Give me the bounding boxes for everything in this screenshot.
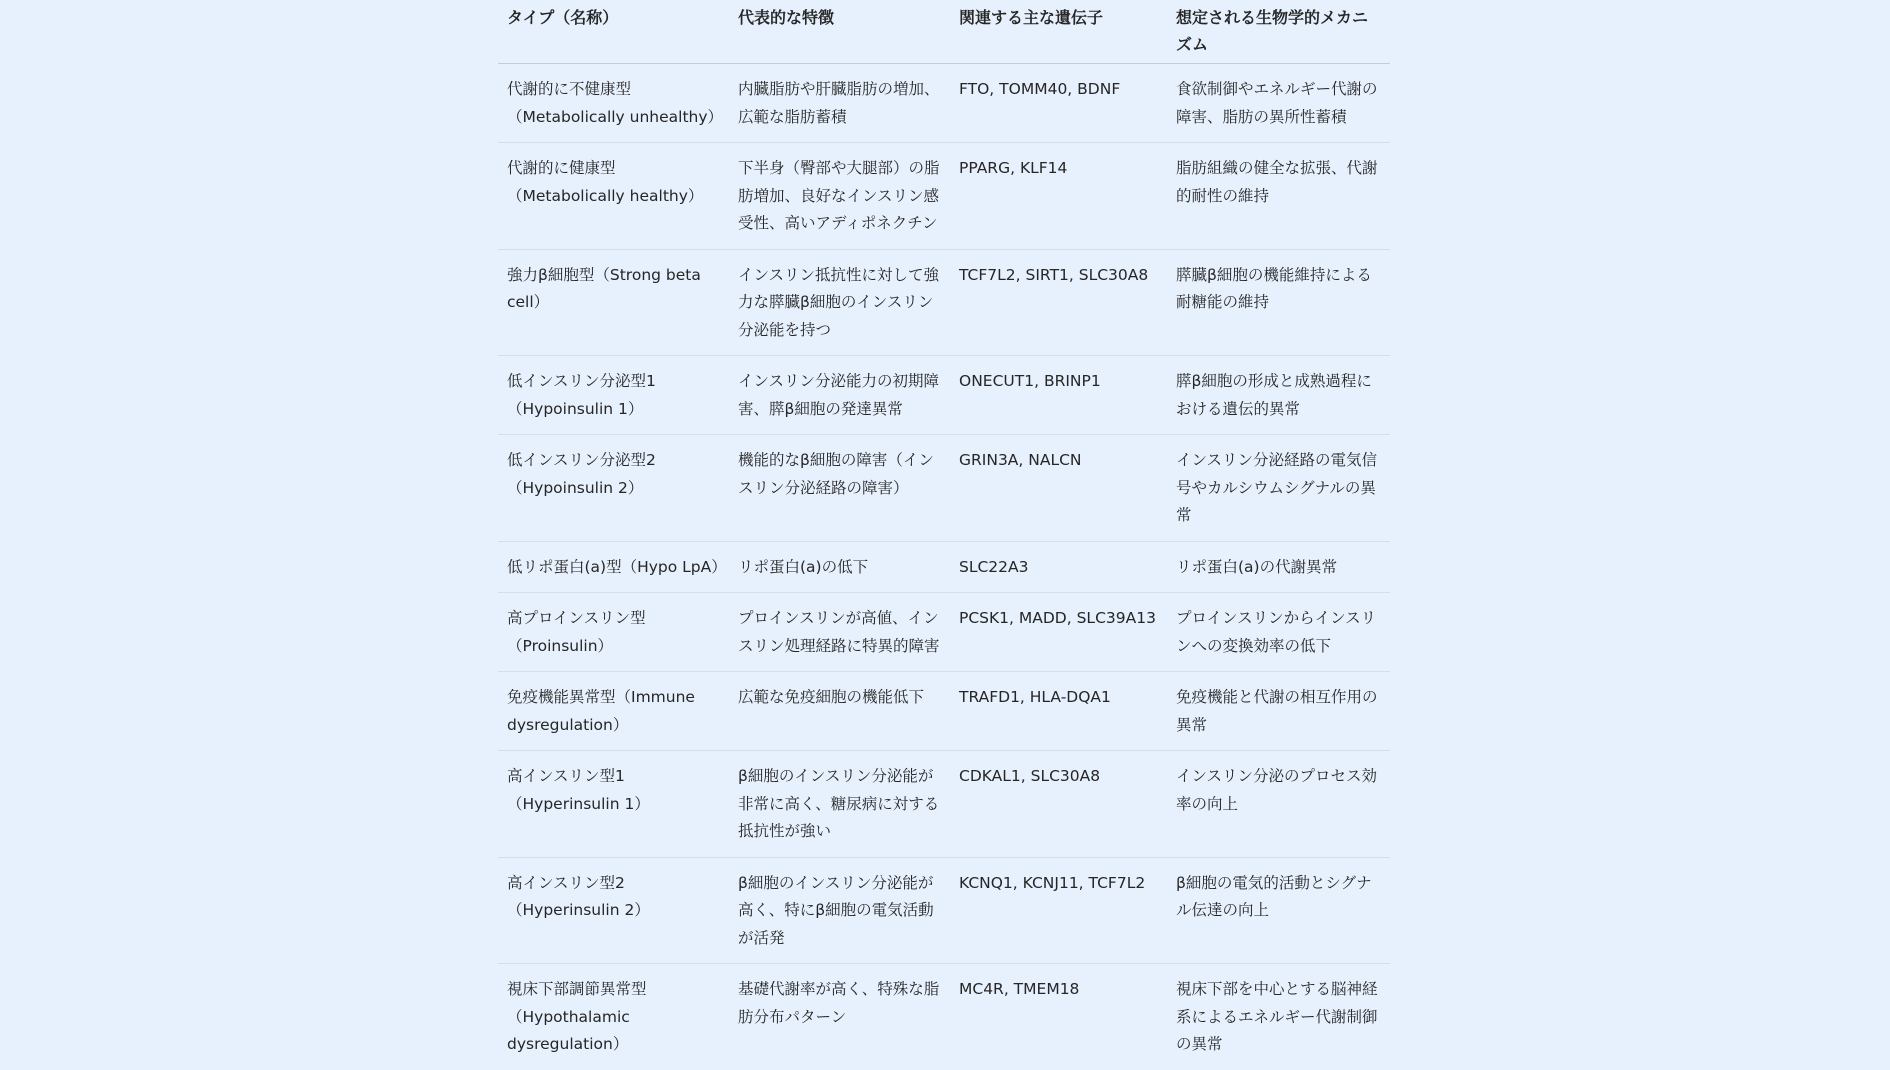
cell-mechanism: プロインスリンからインスリンへの変換効率の低下 (1167, 593, 1390, 672)
table-row (498, 541, 1390, 593)
table-row (498, 857, 1390, 964)
header-feature: 代表的な特徴 (729, 0, 950, 64)
table-row (498, 751, 1390, 858)
table-row (498, 964, 1390, 1070)
table-row (498, 672, 1390, 751)
cell-type: 低インスリン分泌型2（Hypoinsulin 2） (498, 435, 729, 542)
cell-feature: 基礎代謝率が高く、特殊な脂肪分布パターン (738, 980, 940, 1026)
cell-mechanism: 膵β細胞の形成と成熟過程における遺伝的異常 (1167, 356, 1390, 435)
cell-type: 高インスリン型2（Hyperinsulin 2） (498, 857, 729, 964)
content-area (498, 0, 1390, 1070)
cell-genes: CDKAL1, SLC30A8 (950, 751, 1167, 858)
cell-feature: 広範な免疫細胞の機能低下 (729, 672, 950, 751)
cell-genes: SLC22A3 (950, 541, 1167, 593)
cell-type: 強力β細胞型（Strong beta cell） (498, 249, 729, 356)
cell-feature: リポ蛋白(a)の低下 (729, 541, 950, 593)
header-genes: 関連する主な遺伝子 (950, 0, 1167, 64)
table-row (498, 356, 1390, 435)
cell-genes: PPARG, KLF14 (950, 143, 1167, 250)
cell-genes: ONECUT1, BRINP1 (950, 356, 1167, 435)
cell-genes: TCF7L2, SIRT1, SLC30A8 (950, 249, 1167, 356)
cell-genes: MC4R, TMEM18 (959, 980, 1080, 998)
cell-type: 高プロインスリン型（Proinsulin） (498, 593, 729, 672)
header-mechanism: 想定される生物学的メカニズム (1167, 0, 1390, 64)
cell-genes: GRIN3A, NALCN (950, 435, 1167, 542)
cell-mechanism: 免疫機能と代謝の相互作用の異常 (1167, 672, 1390, 751)
cell-mechanism: 食欲制御やエネルギー代謝の障害、脂肪の異所性蓄積 (1167, 64, 1390, 143)
cell-mechanism: 視床下部を中心とする脳神経系によるエネルギー代謝制御の異常 (1176, 980, 1378, 1053)
cell-feature: 内臓脂肪や肝臓脂肪の増加、広範な脂肪蓄積 (729, 64, 950, 143)
cell-type: 低インスリン分泌型1（Hypoinsulin 1） (498, 356, 729, 435)
cell-mechanism: インスリン分泌経路の電気信号やカルシウムシグナルの異常 (1167, 435, 1390, 542)
cell-mechanism: インスリン分泌のプロセス効率の向上 (1167, 751, 1390, 858)
cell-mechanism: 脂肪組織の健全な拡張、代謝的耐性の維持 (1167, 143, 1390, 250)
table-row (498, 143, 1390, 250)
cell-genes: TRAFD1, HLA-DQA1 (950, 672, 1167, 751)
cell-feature: 下半身（臀部や大腿部）の脂肪増加、良好なインスリン感受性、高いアディポネクチン (729, 143, 950, 250)
header-type: タイプ（名称） (498, 0, 729, 64)
cell-type: 視床下部調節異常型（Hypothalamic dysregulation） (507, 980, 647, 1053)
table-body (498, 64, 1390, 1070)
cell-feature: インスリン抵抗性に対して強力な膵臓β細胞のインスリン分泌能を持つ (729, 249, 950, 356)
table-row (498, 593, 1390, 672)
cell-genes: KCNQ1, KCNJ11, TCF7L2 (950, 857, 1167, 964)
cell-type: 免疫機能異常型（Immune dysregulation） (498, 672, 729, 751)
cell-type: 代謝的に健康型（Metabolically healthy） (498, 143, 729, 250)
cell-mechanism: リポ蛋白(a)の代謝異常 (1167, 541, 1390, 593)
cell-feature: インスリン分泌能力の初期障害、膵β細胞の発達異常 (729, 356, 950, 435)
subtype-table (498, 0, 1390, 1070)
cell-feature: 機能的なβ細胞の障害（インスリン分泌経路の障害） (729, 435, 950, 542)
header-row (498, 0, 1390, 64)
cell-feature: β細胞のインスリン分泌能が非常に高く、糖尿病に対する抵抗性が強い (729, 751, 950, 858)
cell-feature: β細胞のインスリン分泌能が高く、特にβ細胞の電気活動が活発 (729, 857, 950, 964)
cell-type: 代謝的に不健康型（Metabolically unhealthy） (498, 64, 729, 143)
cell-type: 高インスリン型1（Hyperinsulin 1） (498, 751, 729, 858)
table-row (498, 249, 1390, 356)
table-row (498, 64, 1390, 143)
table-row (498, 435, 1390, 542)
cell-genes: PCSK1, MADD, SLC39A13 (950, 593, 1167, 672)
table-header (498, 0, 1390, 64)
cell-genes: FTO, TOMM40, BDNF (950, 64, 1167, 143)
cell-mechanism: 膵臓β細胞の機能維持による耐糖能の維持 (1167, 249, 1390, 356)
cell-feature: プロインスリンが高値、インスリン処理経路に特異的障害 (729, 593, 950, 672)
cell-type: 低リポ蛋白(a)型（Hypo LpA） (498, 541, 729, 593)
cell-mechanism: β細胞の電気的活動とシグナル伝達の向上 (1167, 857, 1390, 964)
